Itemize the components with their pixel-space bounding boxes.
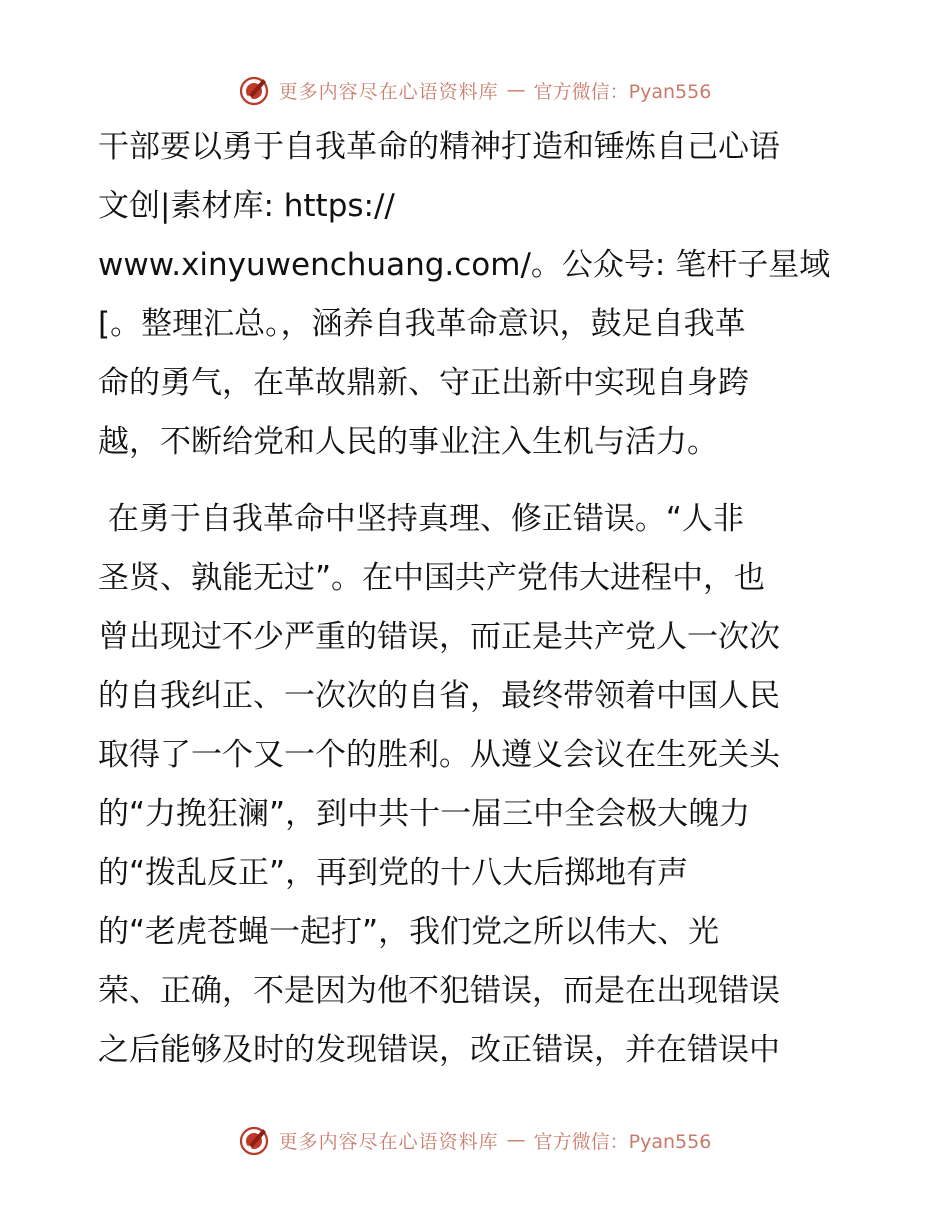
banner-title: 更多内容尽在心语资料库 <box>278 80 499 103</box>
paragraph-gap <box>98 472 858 490</box>
banner-wechat: 官方微信：Pyan556 <box>533 1130 712 1153</box>
text-line: 曾出现过不少严重的错误，而正是共产党人一次次 <box>98 619 780 655</box>
paragraph-1 <box>98 118 858 472</box>
text-line: 的“老虎苍蝇一起打”，我们党之所以伟大、光 <box>98 914 720 950</box>
banner-title: 更多内容尽在心语资料库 <box>278 1130 499 1153</box>
text-line: www.xinyuwenchuang.com/。公众号: 笔杆子星域 <box>98 247 831 283</box>
text-line: 之后能够及时的发现错误，改正错误，并在错误中 <box>98 1032 780 1068</box>
paragraph-2 <box>98 490 858 1080</box>
text-line: 在勇于自我革命中坚持真理、修正错误。“人非 <box>98 501 744 537</box>
text-line: 取得了一个又一个的胜利。从遵义会议在生死关头 <box>98 737 780 773</box>
text-line: 的自我纠正、一次次的自省，最终带领着中国人民 <box>98 678 780 714</box>
text-line: 文创|素材库: https:// <box>98 188 395 224</box>
pen-logo-icon <box>239 74 271 106</box>
text-line: [。整理汇总。，涵养自我革命意识，鼓足自我革 <box>98 306 746 342</box>
text-line: 的“拨乱反正”，再到党的十八大后掷地有声 <box>98 855 689 891</box>
document-body <box>98 118 858 1080</box>
banner-wechat: 官方微信：Pyan556 <box>533 80 712 103</box>
header-banner <box>0 70 950 110</box>
text-line: 干部要以勇于自我革命的精神打造和锤炼自己心语 <box>98 129 780 165</box>
text-line: 的“力挽狂澜”，到中共十一届三中全会极大魄力 <box>98 796 751 832</box>
text-line: 命的勇气，在革故鼎新、守正出新中实现自身跨 <box>98 365 749 401</box>
text-line: 圣贤、孰能无过”。在中国共产党伟大进程中，也 <box>98 560 766 596</box>
banner-separator: — <box>506 79 526 101</box>
pen-logo-icon <box>239 1124 271 1156</box>
text-line: 越，不断给党和人民的事业注入生机与活力。 <box>98 424 718 460</box>
banner-separator: — <box>506 1129 526 1151</box>
footer-banner <box>0 1120 950 1160</box>
text-line: 荣、正确，不是因为他不犯错误，而是在出现错误 <box>98 973 780 1009</box>
